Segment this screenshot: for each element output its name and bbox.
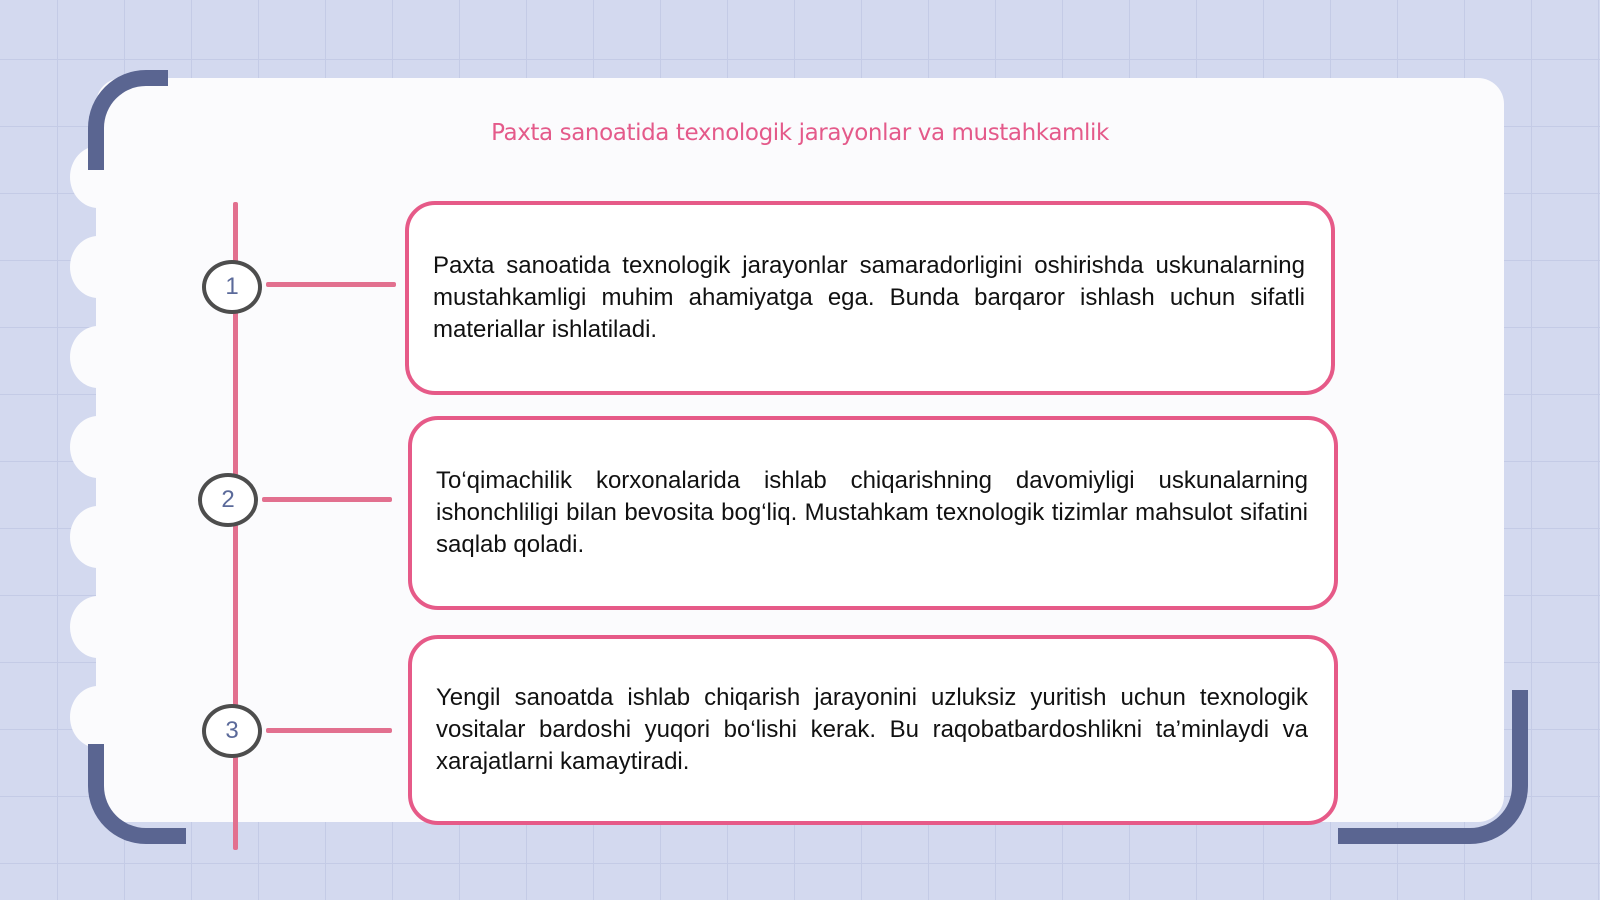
notebook-scallop (70, 326, 126, 388)
step-number-2: 2 (198, 473, 258, 527)
step-text-1: Paxta sanoatida texnologik jarayonlar samaradorligini oshirishda uskunalarning mustahkamligi muhim ahamiyatga ega. Bunda barqaror ishlash uchun sifatli materiallar ishlatiladi. (433, 252, 1305, 343)
slide-title: Paxta sanoatida texnologik jarayonlar va mustahkamlik (491, 120, 1109, 146)
step-card-2 (408, 416, 1338, 610)
corner-bracket-bottom-right (1338, 690, 1528, 844)
timeline-connector (266, 728, 392, 733)
timeline-connector (266, 282, 396, 287)
corner-bracket-bottom-left (88, 744, 186, 844)
notebook-scallop (70, 506, 126, 568)
step-text-2: To‘qimachilik korxonalarida ishlab chiqarishning davomiyligi uskunalarning ishonchliligi bilan bevosita bog‘liq. Mustahkam texnologik tizimlar mahsulot sifatini saqlab qoladi. (436, 467, 1308, 558)
step-text-3: Yengil sanoatda ishlab chiqarish jarayonini uzluksiz yuritish uchun texnologik vositalar bardoshi yuqori bo‘lishi kerak. Bu raqobatbardoshlikni ta’minlaydi va xarajatlarni kamaytiradi. (436, 684, 1308, 775)
notebook-scallop (70, 596, 126, 658)
notebook-scallop (70, 416, 126, 478)
timeline-connector (262, 497, 392, 502)
step-card-1 (405, 201, 1335, 395)
step-number-3: 3 (202, 704, 262, 758)
notebook-scallop (70, 236, 126, 298)
step-card-3 (408, 635, 1338, 825)
notebook-scallop (70, 686, 126, 748)
step-number-1: 1 (202, 260, 262, 314)
